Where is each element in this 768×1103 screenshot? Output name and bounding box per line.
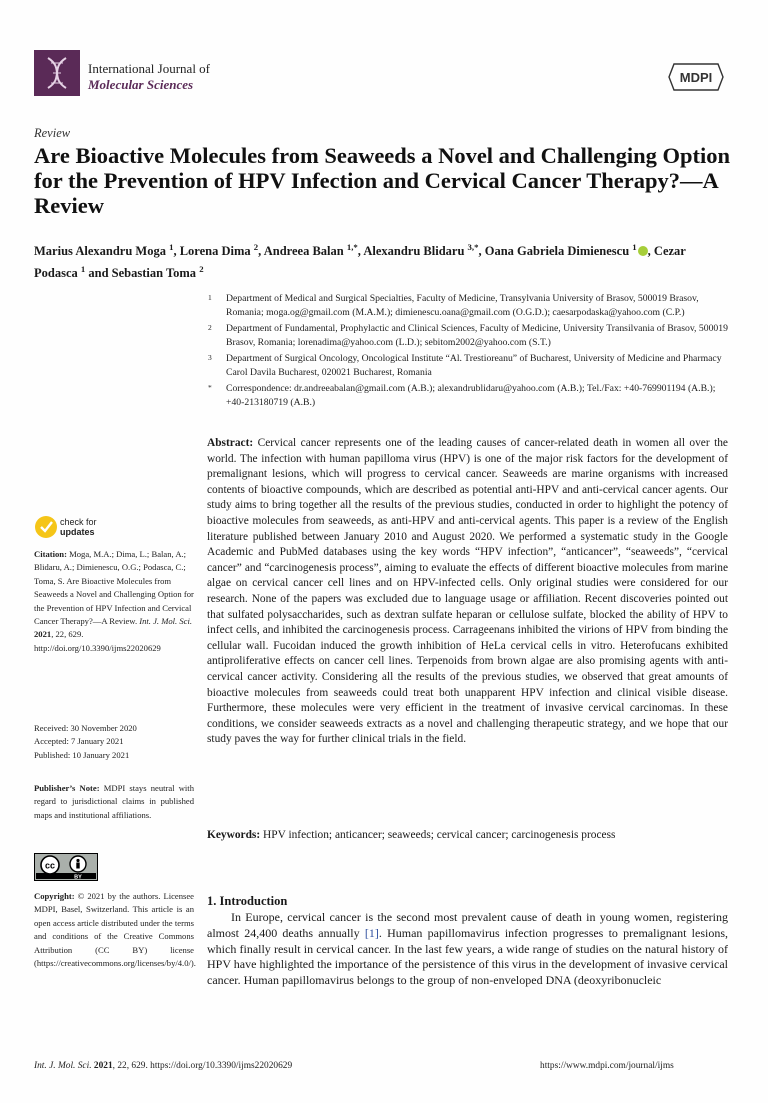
affiliation-text: Department of Medical and Surgical Specialties, Faculty of Medicine, Transylvania University of Brasov, 500019 Brasov, Romania; moga.og@gmail.com (M.A.M.); dimienescu.oana@gmail.com (O.G.D.); caesarpodaska@yahoo.com (C.P.) bbox=[226, 293, 699, 318]
received-date: Received: 30 November 2020 bbox=[34, 723, 137, 733]
author-name: Sebastian Toma bbox=[111, 266, 197, 281]
journal-name-line1: International Journal of bbox=[88, 61, 211, 76]
affiliation-number: 2 bbox=[208, 323, 212, 332]
dates-block bbox=[34, 722, 194, 762]
keywords-text: HPV infection; anticancer; seaweeds; cervical cancer; carcinogenesis process bbox=[263, 829, 616, 841]
keywords-label: Keywords: bbox=[207, 829, 261, 841]
author-name: Marius Alexandru Moga bbox=[34, 244, 166, 259]
affiliation-text: Department of Fundamental, Prophylactic and Clinical Sciences, Faculty of Medicine, University Transilvania of Brasov, 500019 Brasov, Romania; lorenadima@yahoo.com (L.D.); sebitom2002@yahoo.com (S.T.) bbox=[226, 323, 728, 348]
author-name: Andreea Balan bbox=[263, 244, 344, 259]
check-updates-icon bbox=[35, 516, 57, 538]
check-for-updates-label[interactable] bbox=[60, 517, 97, 537]
author-name: Alexandru Blidaru bbox=[363, 244, 465, 259]
affiliation-item bbox=[208, 322, 728, 350]
accepted-date: Accepted: 7 January 2021 bbox=[34, 736, 124, 747]
article-title: Are Bioactive Molecules from Seaweeds a Novel and Challenging Option for the Prevention of HPV Infection and Cervical Cancer Therapy?—A Review bbox=[34, 143, 731, 218]
intro-text: In Europe, cervical cancer is the second most prevalent cause of death in young women, registering almost 24,400 deaths annually bbox=[207, 910, 728, 940]
author-affil: 1 bbox=[169, 242, 174, 252]
footer-url[interactable]: https://www.mdpi.com/journal/ijms bbox=[540, 1061, 674, 1071]
citation-text: Moga, M.A.; Dima, L.; Balan, A.; Blidaru, A.; Dimienescu, O.G.; Podasca, C.; Toma, S. Are Bioactive Molecules from Seaweeds a Novel and Challenging Option for the Prevention of HPV Infection and Cervical Cancer Therapy?—A Review. bbox=[34, 549, 194, 627]
copyright-text: © 2021 by the authors. Licensee MDPI, Basel, Switzerland. This article is an open access article distributed under the terms and conditions of the Creative Commons Attribution (CC BY) license (https://creativecommons.org/licenses/by/4.0/). bbox=[34, 891, 196, 969]
affiliation-item bbox=[208, 352, 728, 380]
journal-name-line2: Molecular Sciences bbox=[88, 77, 194, 92]
reference-link[interactable]: [1] bbox=[364, 925, 379, 940]
section-heading: 1. Introduction bbox=[207, 894, 288, 908]
copyright-label: Copyright: bbox=[34, 891, 75, 901]
author-affil: 3,* bbox=[467, 242, 479, 252]
journal-name bbox=[88, 61, 210, 93]
citation-year: 2021 bbox=[34, 629, 52, 640]
footer-year: 2021 bbox=[93, 1061, 113, 1071]
footer-citation bbox=[34, 1061, 292, 1071]
cc-by-license-badge[interactable] bbox=[34, 853, 98, 881]
mdpi-logo-text: MDPI bbox=[679, 70, 713, 85]
affiliation-item bbox=[208, 292, 728, 320]
author-name: Lorena Dima bbox=[179, 244, 251, 259]
author-affil: 1,* bbox=[346, 242, 358, 252]
cc-by-label: BY bbox=[74, 874, 82, 881]
publisher-note bbox=[34, 782, 194, 822]
keywords bbox=[207, 828, 728, 843]
publisher-note-label: Publisher’s Note: bbox=[34, 783, 100, 793]
abstract-text: Cervical cancer represents one of the leading causes of cancer-related death in women all over the world. The infection with human papilloma virus (HPV) is one of the major risk factors for the development of premalignant lesions, which will progress to cervical cancer. Seaweeds are marine organisms with increased contents of bioactive compounds, which are described as potential anti-HPV and anti-cervical cancer agents. Our study aims to bring together all the results of the previous studies, conducted in order to highlight the potency of bioactive molecules from seaweeds, as anti-HPV and anti-cervical agents. This paper is a review of the English literature published between January 2010 and August 2020. We performed a systematic study in the Google Academic and PubMed databases using the key words “HPV infection”, “anticancer”, “seaweeds”, “cervical cancer” and “carcinogenesis process”, aiming to evaluate the effects of different bioactive molecules from marine algae on cervical cancer cell lines and on HPV-infected cells. Only original studies were considered for our research. None of the papers was excluded due to language usage or affiliation. Recent discoveries pointed out that sulfated polysaccharides, such as dextran sulfate heparan or cellulose sulfate, blocked the ability of HPV to infect cells, and inhibited the carcinogenesis process. Carrageenans inhibited the virions of HPV from binding the cellular wall. Fucoidan induced the growth inhibition of HeLa cervical cells in vitro. Heterofucans exhibited antiproliferative effects on cancer cell lines. Terpenoids from brown algae are also promising agents with anti-cervical cancer activity. Considering all the results of the previous studies, we observed that great amounts of bioactive molecules from seaweeds could treat both unapparent HPV infection and clinical visible disease. Furthermore, these molecules were very efficient in the treatment of invasive cervical carcinomas. In these conditions, we consider seaweeds extracts as a novel and challenging therapeutic strategy, and we hope that our study paves the way for further clinical trials in the field. bbox=[207, 437, 728, 746]
affiliation-number: * bbox=[208, 383, 212, 392]
author-name: Cezar Podasca bbox=[34, 244, 686, 281]
mdpi-logo bbox=[668, 62, 724, 92]
published-date: Published: 10 January 2021 bbox=[34, 749, 130, 760]
abstract-label: Abstract: bbox=[207, 437, 254, 449]
affiliation-text: Correspondence: dr.andreeabalan@gmail.com (A.B.); alexandrublidaru@yahoo.com (A.B.); Tel./Fax: +40-769901194 (A.B.); +40-213180719 (A.B.) bbox=[226, 383, 716, 408]
author-affil: 2 bbox=[253, 242, 259, 252]
citation-journal: Int. J. Mol. Sci. bbox=[139, 616, 192, 627]
abstract bbox=[207, 436, 728, 748]
footer-journal: Int. J. Mol. Sci. bbox=[34, 1061, 92, 1071]
affiliation-number: 3 bbox=[208, 353, 212, 362]
journal-logo bbox=[34, 50, 80, 96]
footer-rest: , 22, 629. https://doi.org/10.3390/ijms22020629 bbox=[112, 1061, 293, 1071]
article-type: Review bbox=[34, 126, 71, 140]
citation-doi[interactable]: http://doi.org/10.3390/ijms22020629 bbox=[34, 642, 161, 653]
affiliation-text: Department of Surgical Oncology, Oncological Institute “Al. Trestioreanu” of Bucharest, University of Medicine and Pharmacy Carol Davila Bucharest, 020021 Bucharest, Romania bbox=[226, 353, 722, 378]
affiliation-number: 1 bbox=[208, 293, 212, 302]
dna-icon bbox=[34, 50, 80, 96]
check-updates-line2: updates bbox=[60, 527, 95, 537]
author-affil: 1 bbox=[80, 264, 86, 275]
citation-label: Citation: bbox=[34, 549, 67, 559]
publisher-note-text: MDPI stays neutral with regard to jurisdictional claims in published maps and institutional affiliations. bbox=[34, 783, 194, 820]
citation-volume: , 22, 629. bbox=[51, 629, 84, 640]
affiliations bbox=[208, 292, 728, 412]
author-name: Oana Gabriela Dimienescu bbox=[484, 244, 630, 259]
check-updates-line1: check for bbox=[60, 517, 97, 527]
orcid-icon[interactable] bbox=[638, 246, 648, 256]
author-affil: 1 bbox=[632, 242, 637, 252]
author-list: Marius Alexandru Moga $^1$, Lorena Dima $^2$, Andreea Balan $^{1,*}$, Alexandru Blidaru $^{3,*}$, Oana Gabriela Dimienescu $^1$ , Cezar Podasca $^1$ and Sebastian Toma $^2$ bbox=[34, 242, 686, 281]
citation-block bbox=[34, 548, 194, 655]
intro-text-cont: . Human papillomavirus infection progresses to premalignant lesions, which finally result in cervical cancer. In the last few years, a wide range of studies on the natural history of HPV have highlighted the importance of the persistence of this virus in the development of invasive cervical cancer. Human papillomavirus belongs to the group of non-enveloped DNA (deoxyribonucleic bbox=[207, 925, 728, 988]
affiliation-item bbox=[208, 382, 728, 410]
svg-text:cc: cc bbox=[44, 860, 56, 871]
author-affil: 2 bbox=[199, 264, 204, 275]
copyright-block bbox=[34, 890, 194, 970]
intro-paragraph bbox=[207, 910, 728, 989]
